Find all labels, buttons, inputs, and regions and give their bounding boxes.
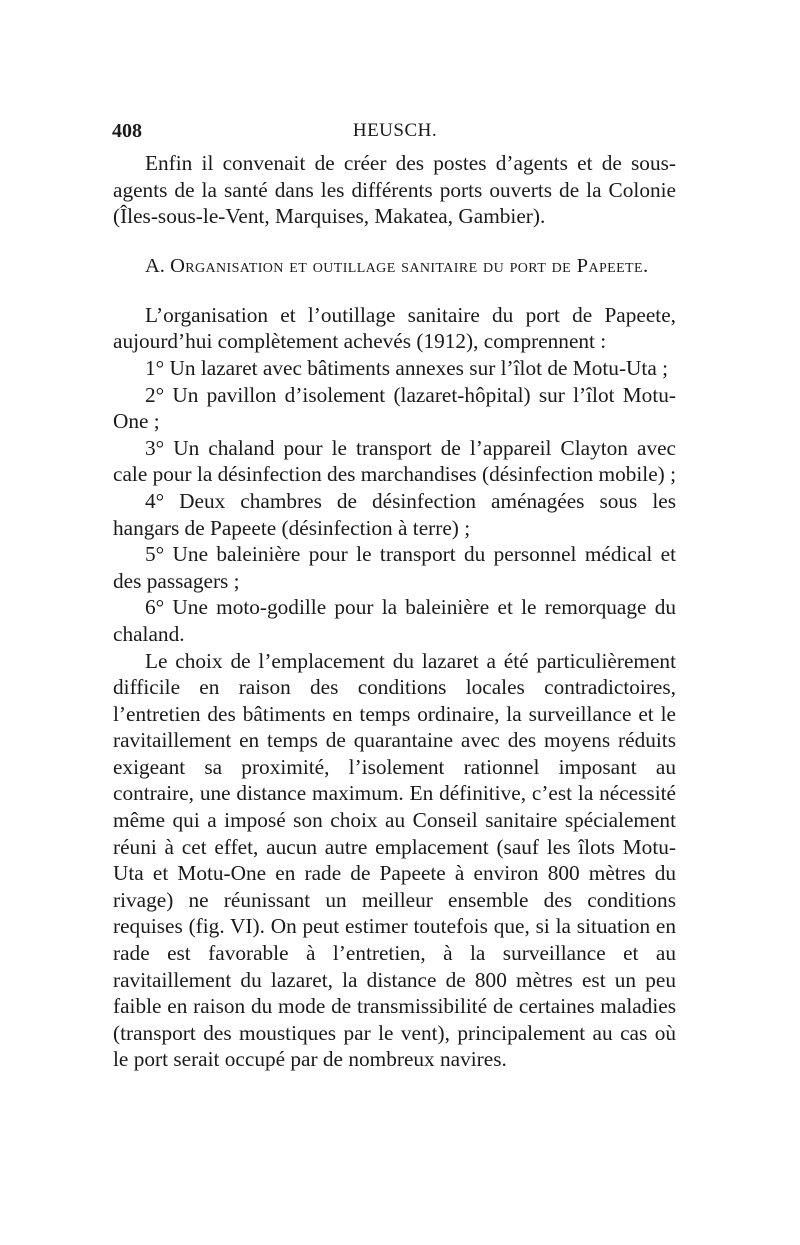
- intro-paragraph: Enfin il convenait de créer des postes d’agents et de sous-agents de la santé dans les différents ports ouverts de la Colonie (Îles-sous-le-Vent, Marquises, Makatea, Gambier).: [113, 151, 676, 229]
- page-body: [113, 150, 676, 1073]
- paragraph-lazaret-location: Le choix de l’emplacement du lazaret a été particulièrement difficile en raison des conditions locales contradictoires, l’entretien des bâtiments en temps ordinaire, la surveillance et le ravitaillement en temps de quarantaine avec des moyens réduits exigeant sa proximité, l’isolement rationnel imposant au contraire, une distance maximum. En définitive, c’est la nécessité même qui a imposé son choix au Conseil sanitaire spécialement réuni à cet effet, aucun autre emplacement (sauf les îlots Motu-Uta et Motu-One en rade de Papeete à environ 800 mètres du rivage) ne réunissant un meilleur ensemble des conditions requises (fig. VI). On peut estimer toutefois que, si la situation en rade est favorable à l’entretien, à la surveillance et au ravitaillement du lazaret, la distance de 800 mètres est un peu faible en raison du mode de transmissibilité de certaines maladies (transport des moustiques par le vent), principalement au cas où le port serait occupé par de nombreux navires.: [113, 648, 676, 1072]
- running-head: HEUSCH.: [352, 120, 438, 141]
- paragraph-intro-list: L’organisation et l’outillage sanitaire du port de Papeete, aujourd’hui complètement achevés (1912), comprennent :: [113, 302, 676, 354]
- page-number: 408: [112, 120, 142, 142]
- section-heading-text: Organisation et outillage sanitaire du port de Papeete.: [170, 254, 649, 277]
- list-item-1: 1° Un lazaret avec bâtiments annexes sur l’îlot de Motu-Uta ;: [145, 355, 669, 380]
- list-item-4: 4° Deux chambres de désinfection aménagées sous les hangars de Papeete (désinfection à terre) ;: [113, 488, 676, 540]
- page-header: [112, 120, 678, 148]
- list-item-2: 2° Un pavillon d’isolement (lazaret-hôpital) sur l’îlot Motu-One ;: [113, 382, 676, 434]
- section-heading-letter: A.: [145, 254, 165, 277]
- list-item-5: 5° Une baleinière pour le transport du personnel médical et des passagers ;: [113, 542, 676, 593]
- list-item-6: 6° Une moto-godille pour la baleinière et le remorquage du chaland.: [113, 595, 676, 646]
- list-item-3: 3° Un chaland pour le transport de l’appareil Clayton avec cale pour la désinfection des marchandises (désinfection mobile) ;: [113, 435, 676, 487]
- section-heading: [113, 253, 676, 279]
